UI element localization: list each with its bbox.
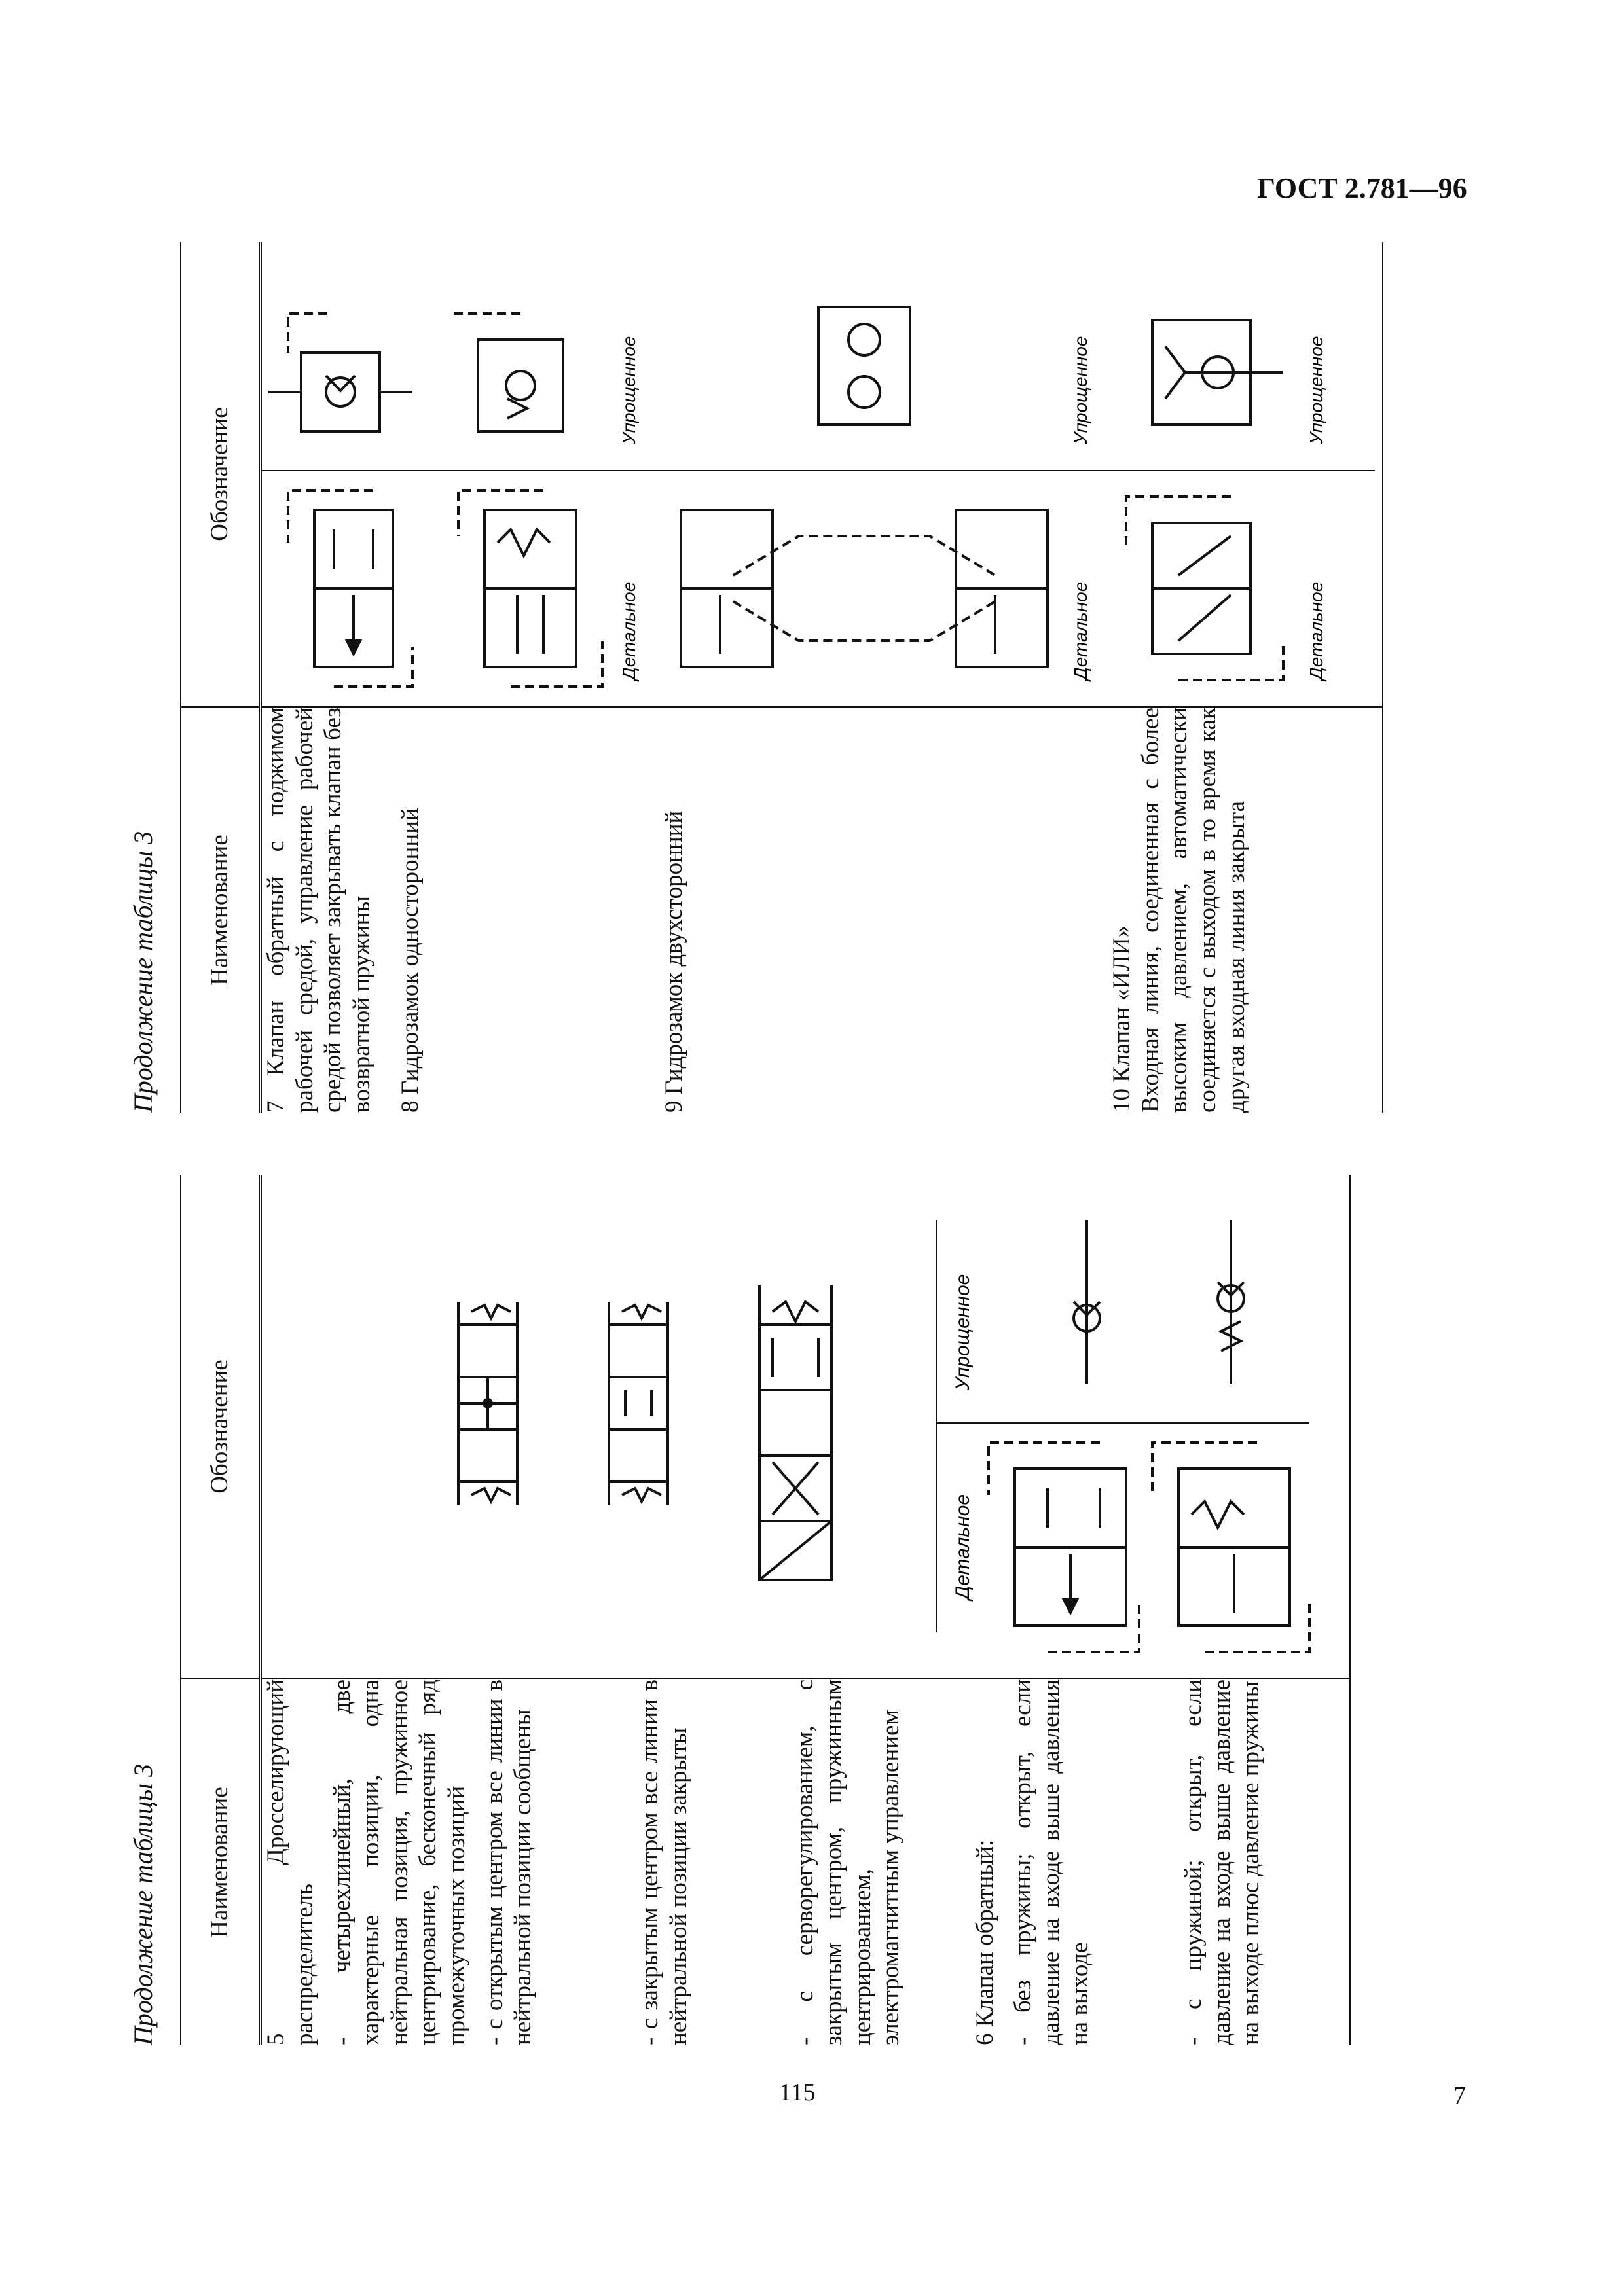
right-table-block [128, 242, 1450, 1113]
label-9-detailed: Детальное [1070, 581, 1091, 680]
left-table-caption: Продолжение таблицы 3 [128, 1763, 158, 2045]
double-lock-detailed [681, 510, 1048, 667]
row-5c: - с закрытым центром все линии в нейтральной позиции закрыты [636, 1679, 692, 2045]
row-10-text: Входная линия, соединенная с более высоким давлением, автоматически соединяется с выходом в то время как другая входная линия закрыта [1137, 708, 1250, 1113]
row-9: 9 Гидрозамок двухсторонний [661, 810, 688, 1113]
or-valve-simplified [1152, 320, 1283, 425]
symbol-closed-center [609, 1302, 668, 1505]
page-number-outer: 7 [1453, 2082, 1466, 2109]
row-6a: - без пружины; открыт, если давление на входе выше давления на выходе [1009, 1679, 1093, 2045]
left-col-symbol: Обозначение [181, 1175, 261, 1679]
check-valve-detailed [989, 1443, 1139, 1652]
left-table-block [128, 1175, 1424, 2045]
right-names-cell [261, 707, 1383, 1113]
left-col-name: Наименование [181, 1679, 261, 2045]
right-col-name: Наименование [181, 707, 261, 1113]
row-6-title: 6 Клапан обратный: [971, 1839, 998, 2045]
row-7: 7 Клапан обратный с поджимом рабочей средой, управление рабочей средой позволяет закрывать клапан без возвратной пружины [263, 708, 375, 1113]
row-10-title: 10 Клапан «ИЛИ» [1108, 925, 1135, 1113]
left-label-detailed: Детальное [952, 1494, 974, 1600]
row-5b: - с открытым центром все линии в нейтральной позиции сообщены [481, 1679, 537, 2045]
check-valve-simplified [1074, 1220, 1100, 1384]
check-valve-spring-simplified [1218, 1220, 1244, 1384]
left-symbols-svg [262, 1174, 1342, 1678]
left-label-simplified: Упрощенное [952, 1274, 974, 1390]
right-symbols-cell [261, 242, 1383, 707]
row-5d: - с серворегулированием, с закрытым центром, пружинным центрированием, электромагнитным управлением [792, 1679, 905, 2045]
label-8-simplified: Упрощенное [619, 336, 639, 444]
or-valve-detailed [1126, 497, 1283, 680]
left-names-cell [261, 1679, 1350, 2045]
symbol-servo [759, 1285, 831, 1580]
label-10-simplified: Упрощенное [1306, 336, 1326, 444]
label-8-detailed: Детальное [619, 581, 639, 680]
row-6b: - с пружиной; открыт, если давление на входе выше давление на выходе плюс давление пружины [1180, 1679, 1264, 2045]
standard-number: ГОСТ 2.781—96 [1257, 172, 1467, 204]
symbol-open-center [458, 1302, 517, 1505]
right-table [180, 242, 1383, 1113]
row-5a: - четырехлинейный, две характерные позиции, одна нейтральная позиция, пружинное центрирование, бесконечный ряд промежуточных позиций [329, 1679, 470, 2045]
label-9-simplified: Упрощенное [1070, 336, 1091, 444]
single-lock-detailed [458, 490, 602, 687]
right-symbols-svg [262, 242, 1375, 706]
check-valve-spring-detailed [1152, 1443, 1309, 1652]
pilot-check-simplified [268, 314, 412, 431]
right-table-caption: Продолжение таблицы 3 [128, 831, 158, 1113]
pilot-check-detailed [288, 490, 412, 687]
page-number-inner: 115 [779, 2079, 816, 2106]
left-table [180, 1175, 1351, 2045]
label-10-detailed: Детальное [1306, 581, 1326, 680]
double-lock-simplified [818, 307, 910, 425]
right-col-symbol: Обозначение [181, 242, 261, 707]
row-8: 8 Гидрозамок односторонний [396, 808, 424, 1113]
left-symbols-cell [261, 1175, 1350, 1679]
row-5-title: 5 Дросселирующий распределитель [263, 1679, 318, 2045]
single-lock-simplified [452, 314, 563, 431]
